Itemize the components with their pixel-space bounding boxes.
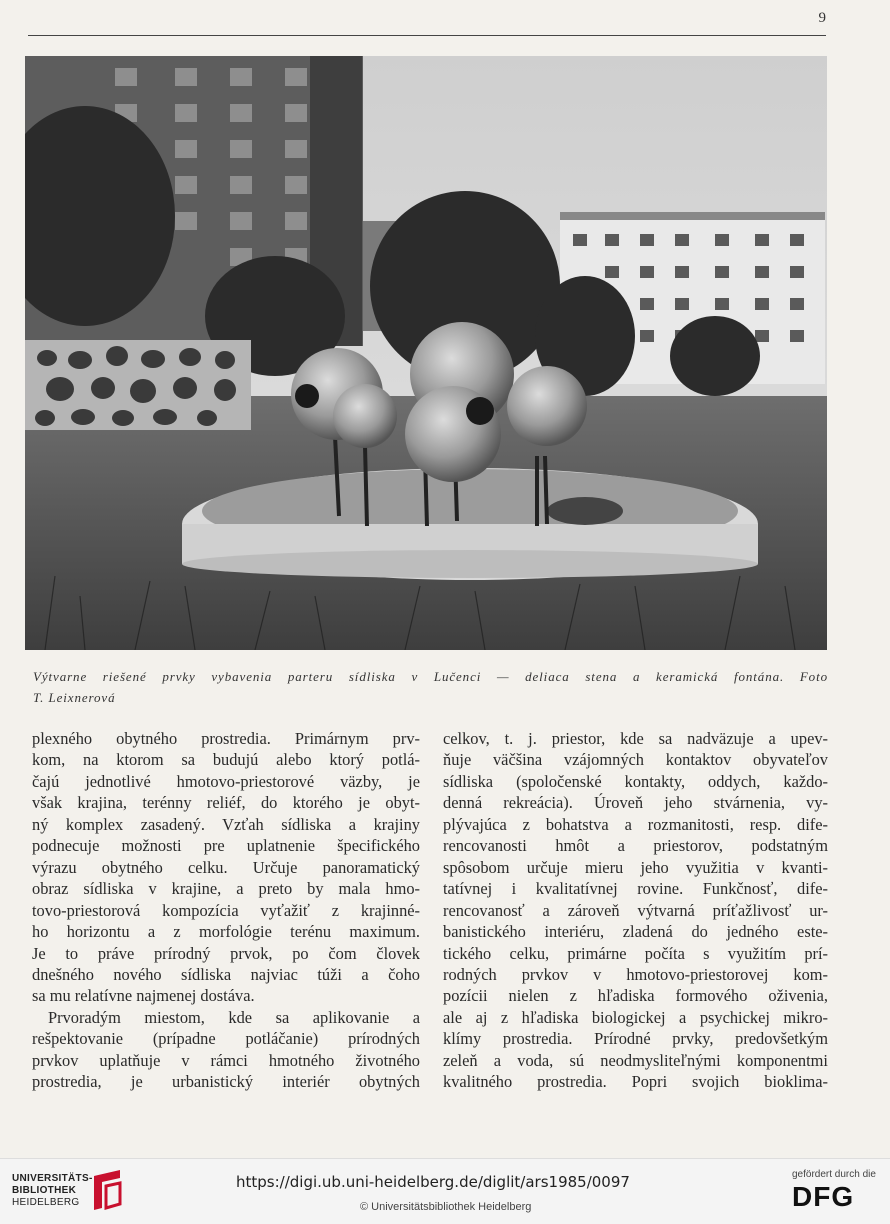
permalink-url[interactable]: https://digi.ub.uni-heidelberg.de/diglit/ars1985/0097 (236, 1173, 630, 1191)
text-line: spôsobom určuje mieru jeho využitia v kvanti- (443, 857, 828, 877)
library-mark-icon (90, 1168, 124, 1212)
text-line: však krajina, terénny reliéf, do ktorého je obyt- (32, 793, 420, 813)
text-line: rodných prvkov v hmotovo-priestorovej kom- (443, 964, 828, 984)
text-line: ňuje väčšina vzájomných kontaktov obyvateľov (443, 750, 828, 770)
text-line: sa mu relatívne najmenej dostáva. (32, 986, 255, 1006)
text-line: plexného obytného prostredia. Primárnym prv- (32, 729, 420, 748)
text-line: tického celku, primárne počíta s využitím prí- (443, 943, 828, 963)
funding-note: gefördert durch die (792, 1169, 876, 1180)
text-line: prvkov uplatňuje v rámci hmotného životného (32, 1050, 420, 1070)
text-line: Je to práve prírodný prvok, po čom človek (32, 943, 420, 963)
library-name-line: HEIDELBERG (12, 1197, 80, 1208)
photo-illustration (25, 56, 827, 650)
copyright-notice: © Universitätsbibliothek Heidelberg (360, 1201, 532, 1213)
text-line: denná rekreácia). Úroveň jeho stvárnenia, vy- (443, 793, 828, 813)
text-line: čajú jednotlivé hmotovo-priestorové väzby, je (32, 771, 420, 791)
caption-line: Výtvarne riešené prvky vybavenia parteru sídliska v Lučenci — deliaca stena a keramická fontána. Foto (33, 669, 828, 684)
text-line: pozícii nielen z hľadiska formového oživenia, (443, 986, 828, 1006)
text-line: klímy prostredia. Prírodné prvky, predovšetkým (443, 1029, 828, 1049)
text-line: tovo-priestorová kompozícia vyťažiť z krajinné- (32, 900, 420, 920)
text-line: rešpektovanie (prípadne potláčanie) prírodných (32, 1029, 420, 1049)
text-line: kvalitného prostredia. Popri svojich bioklima- (443, 1072, 828, 1092)
figure-photo (25, 56, 827, 650)
text-line: zeleň a voda, sú neodmysliteľnými komponentmi (443, 1050, 828, 1070)
dfg-logo[interactable]: DFG (792, 1181, 855, 1212)
text-line: rencovanosti hmôt a priestorov, podstatným (443, 836, 828, 856)
text-line: podnecuje možnosti pre uplatnenie špecifického (32, 836, 420, 856)
page-number: 9 (818, 10, 826, 26)
text-line: výrazu obytného celku. Určuje panoramatický (32, 857, 420, 877)
text-line: prostredia, je urbanistický interiér obytných (32, 1072, 420, 1092)
figure-caption (33, 666, 828, 708)
text-line: banistického interiéru, zladená do jedného este- (443, 922, 828, 942)
text-line: kom, na ktorom sa budujú alebo ktorý potlá- (32, 750, 420, 770)
text-line: obraz sídliska v krajine, a preto by mala hmo- (32, 879, 420, 899)
library-logo[interactable] (12, 1173, 93, 1209)
header-rule (28, 35, 826, 36)
text-line: plývajúca z bohatstva a rozmanitosti, resp. dife- (443, 814, 828, 834)
text-line: tatívnej i kvalitatívnej rovine. Funkčnosť, dife- (443, 879, 828, 899)
right-text-column (443, 728, 828, 1093)
text-line: Prvoradým miestom, kde sa aplikovanie a (48, 1007, 420, 1027)
viewer-footer (0, 1158, 890, 1224)
text-line: celkov, t. j. priestor, kde sa nadväzuje a upev- (443, 729, 828, 748)
caption-line: T. Leixnerová (33, 690, 116, 705)
text-line: ale aj z hľadiska biologickej a psychickej mikro- (443, 1007, 828, 1027)
library-name-line: BIBLIOTHEK (12, 1185, 77, 1196)
left-text-column (32, 728, 420, 1093)
text-line: ný komplex zasadený. Vzťah sídliska a krajiny (32, 814, 420, 834)
text-line: rencovanosť a zároveň výtvarná príťažlivosť ur- (443, 900, 828, 920)
text-line: sídliska (spoločenské kontakty, oddych, každo- (443, 771, 828, 791)
library-name-line: UNIVERSITÄTS- (12, 1173, 93, 1184)
text-line: dnešného nového sídliska najviac túži a čoho (32, 964, 420, 984)
text-line: ho horizontu a z morfológie terénu maximum. (32, 922, 420, 942)
